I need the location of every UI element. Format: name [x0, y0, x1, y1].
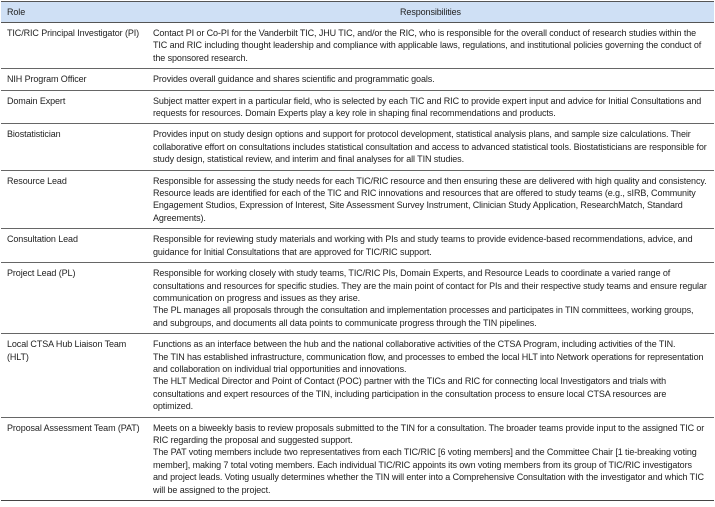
role-cell: Project Lead (PL) — [1, 263, 147, 334]
responsibility-paragraph: Responsible for assessing the study needs for each TIC/RIC resource and then ensuring these are delivered with high quality and consistency. Resource leads are identified for each of the TIC and RIC innovations and resources that are offered to study teams (e.g., sIRB, Community Engagement Studios, Expression of Interest, Site Assessment Survey Instrument, Clinician Study Application, ResearchMatch, Standard Agreements). — [153, 175, 707, 223]
role-cell: Consultation Lead — [1, 229, 147, 263]
responsibility-paragraph: Meets on a biweekly basis to review proposals submitted to the TIN for a consultation. The broader teams provide input to the assigned TIC or RIC regarding the proposal and suggested support. — [153, 422, 705, 445]
responsibility-paragraph: The PL manages all proposals through the consultation and implementation processes and participates in TIN committees, working groups, and subgroups, and documents all data points to communicate progress through the TIN pipelines. — [153, 305, 694, 328]
responsibilities-cell — [147, 170, 714, 229]
table-row — [1, 229, 714, 263]
responsibility-paragraph: Responsible for working closely with study teams, TIC/RIC PIs, Domain Experts, and Resource Leads to coordinate a varied range of consultations and resources for specific studies. They are the main point of contact for PIs and their respective study teams and ensure regular communication on progress and issues as they arise. — [153, 268, 707, 303]
table-header-row — [1, 2, 714, 23]
table-row — [1, 263, 714, 334]
role-cell: Domain Expert — [1, 90, 147, 124]
table-row — [1, 124, 714, 170]
responsibility-paragraph: Provides input on study design options and support for protocol development, statistical analysis plans, and sample size calculations. Their collaborative effort on consultations includes statistical consultation and access to advanced statistical tools. Biostatisticians are responsible for study design, statistical review, and interim and final analyses for all TIN studies. — [153, 129, 707, 165]
role-cell: Proposal Assessment Team (PAT) — [1, 417, 147, 500]
responsibility-paragraph: Responsible for reviewing study materials and working with PIs and study teams to provide evidence-based recommendations, advice, and guidance for Initial Consultations that are approved for TIC/RIC support. — [153, 234, 693, 257]
responsibilities-cell — [147, 69, 714, 90]
responsibilities-cell — [147, 334, 714, 417]
responsibility-paragraph: Provides overall guidance and shares scientific and programmatic goals. — [153, 74, 435, 85]
header-responsibilities: Responsibilities — [147, 2, 714, 23]
responsibilities-cell — [147, 90, 714, 124]
table-row — [1, 417, 714, 500]
table-row — [1, 69, 714, 90]
table-row — [1, 23, 714, 69]
responsibilities-cell — [147, 229, 714, 263]
role-cell: Biostatistician — [1, 124, 147, 170]
roles-table — [1, 1, 714, 501]
table-row — [1, 90, 714, 124]
responsibility-paragraph: The PAT voting members include two representatives from each TIC/RIC [6 voting members] and the Committee Chair [1 tie-breaking voting member], making 7 total voting members. Each individual TIC/RIC appoints its own voting members from its group of TIC/RIC investigators and project leads. Voting usually determines whether the TIN will enter into a Comprehensive Consultation with the investigator and which TIC will be assigned to the project. — [153, 447, 704, 495]
table-body — [1, 23, 714, 501]
responsibility-paragraph: The TIN has established infrastructure, communication flow, and processes to embed the local HLT into Network operations for representation and collaboration on individual trial opportunities and innovations. — [153, 351, 704, 374]
responsibility-paragraph: Functions as an interface between the hub and the national collaborative activities of the CTSA Program, including activities of the TIN. — [153, 339, 676, 350]
role-cell: Resource Lead — [1, 170, 147, 229]
role-cell: TIC/RIC Principal Investigator (PI) — [1, 23, 147, 69]
responsibility-paragraph: Contact PI or Co-PI for the Vanderbilt TIC, JHU TIC, and/or the RIC, who is responsible for the overall conduct of research studies within the TIC and RIC including thought leadership and compliance with applicable laws, regulations, and institutional policies governing the conduct of the sponsored research. — [153, 28, 702, 63]
responsibilities-cell — [147, 23, 714, 69]
header-role: Role — [1, 2, 147, 23]
table-row — [1, 170, 714, 229]
responsibilities-cell — [147, 263, 714, 334]
role-cell: NIH Program Officer — [1, 69, 147, 90]
responsibilities-cell — [147, 417, 714, 500]
responsibility-paragraph: The HLT Medical Director and Point of Contact (POC) partner with the TICs and RIC for connecting local Investigators and trials with consultations and expert resources of the TIN, including participation in the consultation process to ensure local CTSA resources are optimized. — [153, 376, 667, 412]
responsibility-paragraph: Subject matter expert in a particular field, who is selected by each TIC and RIC to provide expert input and advice for Initial Consultations and requests for resources. Domain Experts play a key role in shaping final recommendations and products. — [153, 95, 702, 119]
responsibilities-cell — [147, 124, 714, 170]
role-cell: Local CTSA Hub Liaison Team (HLT) — [1, 334, 147, 417]
table-row — [1, 334, 714, 417]
